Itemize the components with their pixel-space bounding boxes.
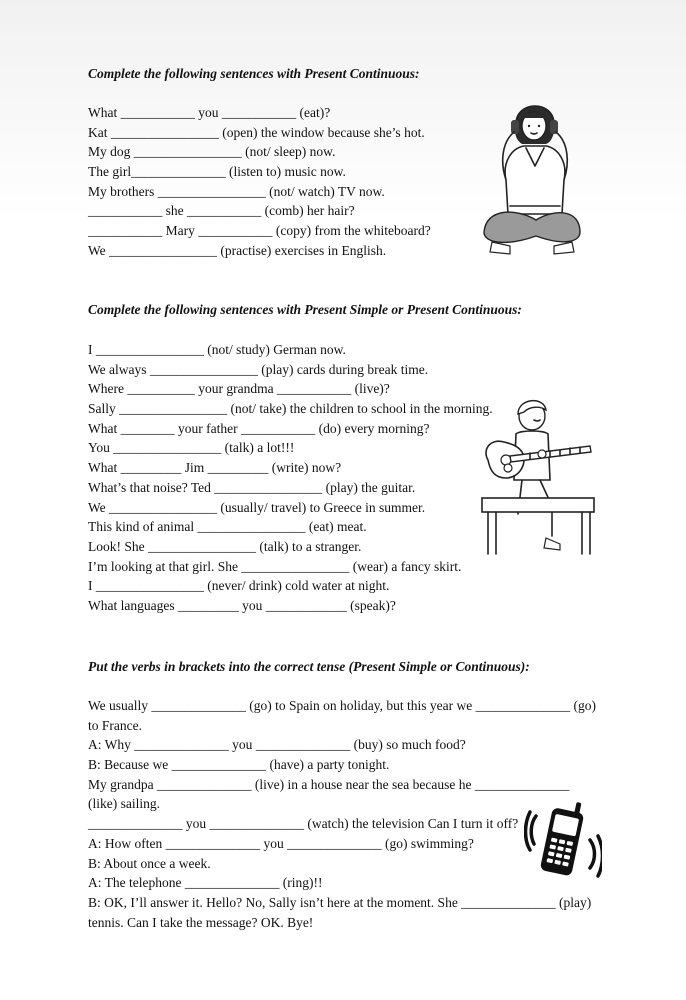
section1-heading: Complete the following sentences with Present Continuous: xyxy=(88,66,420,81)
exercise-line: Kat ________________ (open) the window because she’s hot. xyxy=(88,124,425,140)
section2-heading: Complete the following sentences with Present Simple or Present Continuous: xyxy=(88,302,522,317)
exercise-line: The girl______________ (listen to) music now. xyxy=(88,164,346,180)
exercise-line: What ________ your father ___________ (do) every morning? xyxy=(88,420,430,436)
exercise-line: We always ________________ (play) cards during break time. xyxy=(88,361,429,377)
exercise-line: A: Why ______________ you ______________ (buy) so much food? xyxy=(88,737,466,753)
exercise-line: We ________________ (usually/ travel) to Greece in summer. xyxy=(88,499,426,515)
exercise-line: B: Because we ______________ (have) a party tonight. xyxy=(88,757,390,773)
exercise-line: A: The telephone ______________ (ring)!! xyxy=(88,875,323,891)
exercise-line: Where __________ your grandma ___________ (live)? xyxy=(88,381,390,397)
exercise-line: B: About once a week. xyxy=(88,855,211,871)
exercise-line: ___________ she ___________ (comb) her hair? xyxy=(88,203,355,219)
section2-lines xyxy=(88,340,493,616)
exercise-line: What ___________ you ___________ (eat)? xyxy=(88,105,331,120)
exercise-line: What _________ Jim _________ (write) now? xyxy=(88,460,342,476)
section1-lines xyxy=(88,103,431,261)
exercise-line: Look! She ________________ (talk) to a stranger. xyxy=(88,538,362,554)
section3-heading: Put the verbs in brackets into the correct tense (Present Simple or Continuous): xyxy=(88,659,530,674)
exercise-line: I’m looking at that girl. She ________________ (wear) a fancy skirt. xyxy=(88,558,462,574)
exercise-line: You ________________ (talk) a lot!!! xyxy=(88,440,295,456)
boy-playing-guitar-icon xyxy=(478,394,598,556)
girl-with-headphones-icon xyxy=(476,96,586,256)
exercise-line: What languages _________ you ____________ (speak)? xyxy=(88,597,396,613)
exercise-paragraph: We usually ______________ (go) to Spain on holiday, but this year we ______________ (go) to France. xyxy=(88,698,596,733)
exercise-paragraph: My grandpa ______________ (live) in a house near the sea because he ______________ (like) sailing. xyxy=(88,776,570,812)
exercise-line: We ________________ (practise) exercises in English. xyxy=(88,242,387,258)
exercise-line: I ________________ (never/ drink) cold water at night. xyxy=(88,578,390,594)
exercise-line: My brothers ________________ (not/ watch) TV now. xyxy=(88,183,385,199)
exercise-line: Sally ________________ (not/ take) the children to school in the morning. xyxy=(88,401,493,417)
exercise-line: ______________ you ______________ (watch) the television Can I turn it off? xyxy=(88,816,519,832)
exercise-line: ___________ Mary ___________ (copy) from the whiteboard? xyxy=(88,223,431,239)
ringing-phone-icon xyxy=(524,796,602,888)
exercise-line: What’s that noise? Ted ________________ (play) the guitar. xyxy=(88,479,416,495)
exercise-line: This kind of animal ________________ (eat) meat. xyxy=(88,519,367,535)
exercise-line: My dog ________________ (not/ sleep) now. xyxy=(88,144,336,160)
exercise-paragraph: B: OK, I’ll answer it. Hello? No, Sally isn’t here at the moment. She ______________ (play) tennis. Can I take the message? OK. Bye! xyxy=(88,894,592,930)
exercise-line: A: How often ______________ you ______________ (go) swimming? xyxy=(88,835,474,851)
exercise-line: I ________________ (not/ study) German now. xyxy=(88,342,346,357)
